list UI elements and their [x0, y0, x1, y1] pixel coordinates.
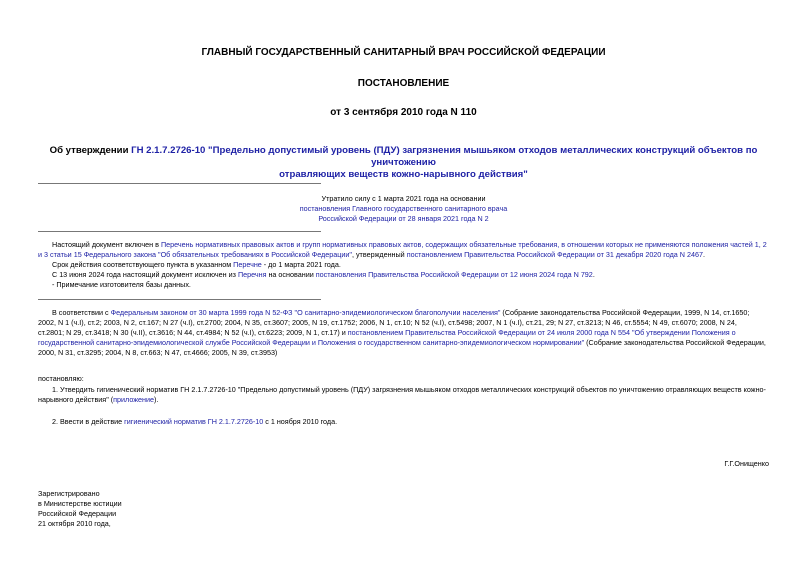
- note-link-postanovleniya[interactable]: постановления Правительства Российской Федерации от 12 июня 2024 года N 792: [315, 270, 593, 279]
- note-paragraph-3: [38, 270, 770, 280]
- item-text: нарывного действия" (: [38, 395, 114, 404]
- divider: [38, 183, 321, 184]
- status-link-line3[interactable]: Российской Федерации от 28 января 2021 года N 2: [318, 214, 489, 223]
- preamble-text: В соответствии с: [52, 308, 111, 317]
- divider: [38, 299, 321, 300]
- preamble: [38, 308, 778, 358]
- note-link-postanovlenie[interactable]: постановлением Правительства Российской Федерации от 31 декабря 2020 года N 2467: [406, 250, 703, 259]
- preamble-text: (Собрание законодательства Российской Федерации, 1999, N 14, ст.1650;: [500, 308, 750, 317]
- note-text: С 13 июня 2024 года настоящий документ исключен из: [52, 270, 238, 279]
- registration-line: Зарегистрировано: [38, 489, 100, 498]
- note-text: Срок действия соответствующего пункта в указанном: [52, 260, 234, 269]
- preamble-line: [38, 328, 778, 338]
- link-resolution-title[interactable]: "Об утверждении Положения о: [631, 328, 736, 337]
- link-appendix[interactable]: приложение: [113, 395, 155, 404]
- note-paragraph-1: [38, 240, 770, 260]
- title-link-line2[interactable]: отравляющих веществ кожно-нарывного действия": [279, 169, 528, 180]
- link-federal-law[interactable]: Федеральным законом от 30 марта 1999 года N 52-ФЗ: [110, 308, 293, 317]
- note-text: - до 1 марта 2021 года.: [261, 260, 341, 269]
- link-hygienic-norm[interactable]: гигиенический норматив: [124, 417, 206, 426]
- item-text: с 1 ноября 2010 года.: [263, 417, 338, 426]
- note-text: , утвержденный: [351, 250, 407, 259]
- status-box: [262, 194, 545, 224]
- note-link-fz[interactable]: и 3 статьи 15 Федерального закона "Об обязательных требованиях в Российской Федерации": [38, 250, 352, 259]
- note-link-perechne[interactable]: Перечне: [233, 260, 262, 269]
- signature: Г.Г.Онищенко: [724, 459, 769, 468]
- link-government-resolution[interactable]: постановлением Правительства Российской Федерации от 24 июля 2000 года N 554: [347, 328, 630, 337]
- note-text: .: [592, 270, 595, 279]
- registration-line: Российской Федерации: [38, 509, 117, 518]
- database-note: [38, 240, 770, 290]
- preamble-text: ст.2801; N 29, ст.3418; N 30 (ч.II), ст.3616; N 44, ст.4984; N 52 (ч.I), ст.6223; 2009, N 1, ст.17) и: [38, 328, 348, 337]
- status-line1: Утратило силу с 1 марта 2021 года на основании: [321, 194, 486, 203]
- note-text: Настоящий документ включен в: [52, 240, 161, 249]
- preamble-text: (Собрание законодательства Российской Федерации,: [584, 338, 766, 347]
- note-text: .: [702, 250, 705, 259]
- authority-heading: ГЛАВНЫЙ ГОСУДАРСТВЕННЫЙ САНИТАРНЫЙ ВРАЧ РОССИЙСКОЙ ФЕДЕРАЦИИ: [201, 47, 606, 58]
- title-prefix: Об утверждении: [49, 145, 132, 156]
- document-type: ПОСТАНОВЛЕНИЕ: [357, 78, 450, 89]
- preamble-line: [38, 338, 778, 348]
- preamble-line: 2002, N 1 (ч.I), ст.2; 2003, N 2, ст.167; N 27 (ч.I), ст.2700; 2004, N 35, ст.3607; 2005, N 19, ст.1752; 2006, N 1, ст.10; N 52 (ч.I), ст.5498; 2007, N 1 (ч.I), ст.21, 29; N 27, ст.3213; N 46, ст.5554; N 49, ст.6070; 2008, N 24,: [38, 318, 737, 327]
- note-paragraph-2: [38, 260, 770, 270]
- status-link-line2[interactable]: постановления Главного государственного санитарного врача: [299, 204, 508, 213]
- link-resolution-title-cont[interactable]: государственной санитарно-эпидемиологической службе Российской Федерации и Положения о государственном санитарно-эпидемиологическом нормировании": [38, 338, 585, 347]
- preamble-line: [38, 308, 778, 318]
- registration-block: [38, 489, 122, 529]
- item-1-line2: [38, 395, 778, 405]
- title-link-line1[interactable]: ГН 2.1.7.2726-10 "Предельно допустимый уровень (ПДУ) загрязнения мышьяком отходов металлических конструкций объектов по уничтожению: [131, 145, 758, 168]
- item-2: [52, 417, 337, 427]
- postanovlyayu: постановляю:: [38, 374, 84, 383]
- note-paragraph-4: - Примечание изготовителя базы данных.: [52, 280, 191, 289]
- document-title: [20, 145, 787, 181]
- preamble-line: 2000, N 31, ст.3295; 2004, N 8, ст.663; N 47, ст.4666; 2005, N 39, ст.3953): [38, 348, 278, 357]
- note-link-perechen[interactable]: Перечень нормативных правовых актов и групп нормативных правовых актов, содержащих обязательные требования, в отношении которых не применяются положения частей 1, 2: [160, 240, 767, 249]
- note-text: на основании: [266, 270, 316, 279]
- divider: [38, 231, 321, 232]
- registration-line: 21 октября 2010 года,: [38, 519, 111, 528]
- link-law-title[interactable]: "О санитарно-эпидемиологическом благополучии населения": [294, 308, 501, 317]
- item-text: 2. Ввести в действие: [52, 417, 125, 426]
- item-1-line1: 1. Утвердить гигиенический норматив ГН 2.1.7.2726-10 "Предельно допустимый уровень (ПДУ) загрязнения мышьяком отходов металлических конструкций объектов по уничтожению отравляющих веществ кожно-: [52, 385, 766, 394]
- link-gn-number[interactable]: ГН 2.1.7.2726-10: [207, 417, 264, 426]
- registration-line: в Министерстве юстиции: [38, 499, 122, 508]
- item-text: ).: [154, 395, 159, 404]
- note-link-perechnya[interactable]: Перечня: [237, 270, 267, 279]
- date-number: от 3 сентября 2010 года N 110: [330, 107, 477, 118]
- item-1: [38, 385, 778, 405]
